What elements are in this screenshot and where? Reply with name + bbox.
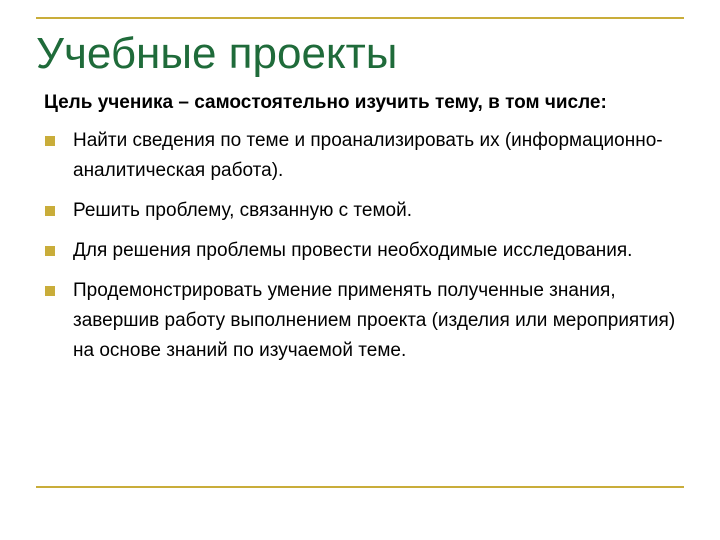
bullet-list [44,126,684,366]
slide-body [44,88,684,376]
top-divider [36,17,684,19]
square-bullet-icon [45,286,55,296]
slide-title: Учебные проекты [36,29,398,78]
square-bullet-icon [45,246,55,256]
goal-intro: Цель ученика – самостоятельно изучить тему, в том числе: [44,92,607,113]
square-bullet-icon [45,206,55,216]
bullet-text: Продемонстрировать умение применять полученные знания, завершив работу выполнением проекта (изделия или мероприятия) на основе знаний по изучаемой теме. [73,280,676,361]
bullet-item [44,276,684,366]
bullet-text: Решить проблему, связанную с темой. [73,200,412,221]
bullet-item [44,126,684,186]
bullet-item [44,236,684,266]
square-bullet-icon [45,136,55,146]
bullet-item [44,196,684,226]
bullet-text: Для решения проблемы провести необходимые исследования. [73,240,633,261]
bottom-divider [36,486,684,488]
bullet-text: Найти сведения по теме и проанализировать их (информационно-аналитическая работа). [73,130,663,181]
